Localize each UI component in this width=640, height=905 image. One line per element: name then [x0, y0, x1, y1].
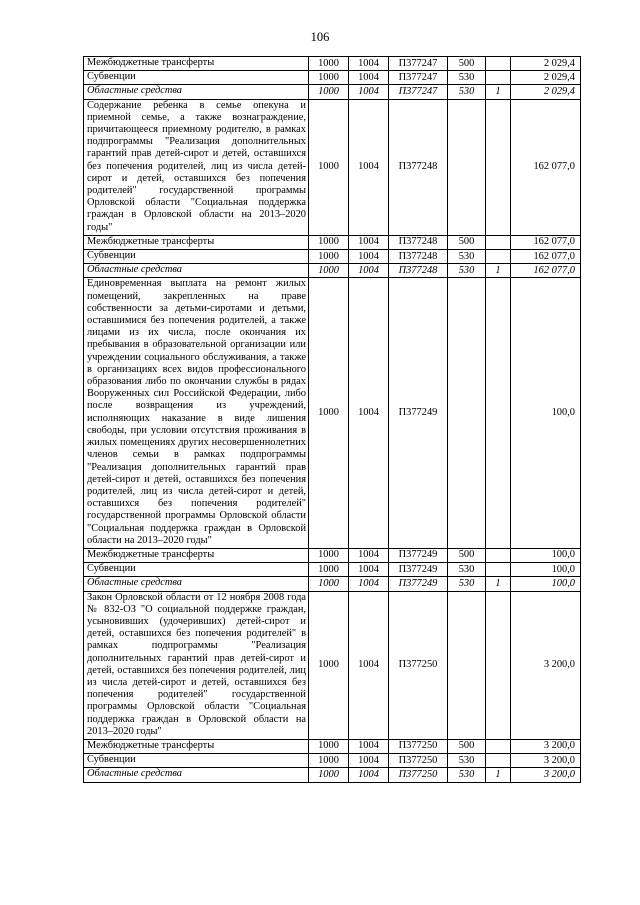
table-row [84, 754, 581, 768]
table-cell: 530 [448, 71, 486, 85]
table-cell: Содержание ребенка в семье опекуна и приемной семье, а также вознаграждение, причитающееся приемному родителю, в рамках подпрограммы "Реализация дополнительных гарантий прав детей-сирот и детей, оставшихся без попечения родителей, лиц из числа детей-сирот и детей, оставшихся без попечения родителей" государственной программы Орловской области "Социальная поддержка граждан в Орловской области на 2013–2020 годы" [84, 99, 309, 235]
table-cell: 530 [448, 754, 486, 768]
table-cell: Межбюджетные трансферты [84, 57, 309, 71]
table-cell [486, 754, 511, 768]
table-cell [486, 739, 511, 753]
table-cell: 1000 [309, 250, 349, 264]
table-cell: П377250 [389, 768, 448, 782]
table-cell: Единовременная выплата на ремонт жилых помещений, закрепленных на праве собственности за детьми-сиротами и детьми, оставшимися без попечения родителей, а также лицами из их числа, после окончания их пребывания в образовательной организации или учреждении социального обслуживания, а также в организациях всех видов профессионального образования либо по окончании службы в рядах Вооруженных сил Российской Федерации, либо после возвращения из учреждений, исполняющих наказание в виде лишения свободы, при условии отсутствия проживания в жилых помещениях других несовершеннолетних членов семьи в рамках подпрограммы "Реализация дополнительных гарантий прав детей-сирот и детей, оставшихся без попечения родителей, лиц из числа детей-сирот и детей, оставшихся без попечения родителей" государственной программы Орловской области "Социальная поддержка граждан в Орловской области на 2013–2020 годы" [84, 278, 309, 548]
table-cell: 1 [486, 577, 511, 591]
table-cell: 1004 [349, 739, 389, 753]
table-cell: 530 [448, 250, 486, 264]
table-cell: 500 [448, 235, 486, 249]
table-cell [486, 563, 511, 577]
table-cell: 2 029,4 [511, 85, 581, 99]
table-cell: 1000 [309, 591, 349, 739]
table-row [84, 99, 581, 235]
table-cell: 500 [448, 57, 486, 71]
table-cell: 1004 [349, 577, 389, 591]
table-cell: 1004 [349, 235, 389, 249]
table-cell: 1004 [349, 754, 389, 768]
table-cell: 1000 [309, 264, 349, 278]
table-cell: 1004 [349, 548, 389, 562]
table-cell: 2 029,4 [511, 57, 581, 71]
table-cell: 530 [448, 264, 486, 278]
table-row-regional-funds [84, 768, 581, 782]
table-cell: 1000 [309, 71, 349, 85]
table-cell: П377249 [389, 577, 448, 591]
table-cell: 1004 [349, 278, 389, 548]
table-cell: 1000 [309, 739, 349, 753]
table-row [84, 591, 581, 739]
table-cell: Субвенции [84, 754, 309, 768]
table-cell: П377249 [389, 548, 448, 562]
table-cell: П377248 [389, 264, 448, 278]
table-cell: 1 [486, 85, 511, 99]
table-row [84, 71, 581, 85]
table-cell: 530 [448, 577, 486, 591]
table-cell: 1000 [309, 278, 349, 548]
budget-table [83, 56, 581, 783]
table-cell: 1004 [349, 768, 389, 782]
table-cell: 1000 [309, 99, 349, 235]
table-cell: 1000 [309, 548, 349, 562]
table-cell [486, 71, 511, 85]
table-cell: 1004 [349, 85, 389, 99]
table-cell: 100,0 [511, 548, 581, 562]
table-row [84, 563, 581, 577]
table-row [84, 548, 581, 562]
table-cell [486, 57, 511, 71]
table-cell: 1000 [309, 577, 349, 591]
table-row [84, 739, 581, 753]
table-row [84, 250, 581, 264]
table-cell: Субвенции [84, 71, 309, 85]
table-cell: Областные средства [84, 85, 309, 99]
table-cell: П377250 [389, 754, 448, 768]
table-cell: 1004 [349, 264, 389, 278]
table-cell [486, 591, 511, 739]
table-cell [486, 235, 511, 249]
table-cell: Субвенции [84, 250, 309, 264]
table-cell: 162 077,0 [511, 250, 581, 264]
table-cell: 1000 [309, 235, 349, 249]
table-cell: П377249 [389, 278, 448, 548]
table-cell: 1000 [309, 563, 349, 577]
table-cell: 1000 [309, 57, 349, 71]
table-cell: 162 077,0 [511, 264, 581, 278]
table-cell [486, 250, 511, 264]
table-cell [486, 548, 511, 562]
table-cell: П377248 [389, 99, 448, 235]
table-row [84, 57, 581, 71]
table-cell: 100,0 [511, 577, 581, 591]
table-cell: П377247 [389, 57, 448, 71]
table-cell: 3 200,0 [511, 768, 581, 782]
table-cell: 1 [486, 768, 511, 782]
table-row [84, 278, 581, 548]
table-cell: 1004 [349, 99, 389, 235]
table-cell: 1004 [349, 71, 389, 85]
table-cell: Межбюджетные трансферты [84, 235, 309, 249]
table-cell: 1004 [349, 57, 389, 71]
budget-table-body [84, 57, 581, 783]
table-cell [448, 99, 486, 235]
table-cell: П377250 [389, 591, 448, 739]
table-cell: Областные средства [84, 577, 309, 591]
table-cell: П377248 [389, 250, 448, 264]
table-row-regional-funds [84, 264, 581, 278]
table-cell: Субвенции [84, 563, 309, 577]
table-row [84, 235, 581, 249]
table-cell: П377248 [389, 235, 448, 249]
table-cell: 2 029,4 [511, 71, 581, 85]
table-cell [486, 99, 511, 235]
table-cell [448, 278, 486, 548]
table-cell: 1004 [349, 250, 389, 264]
table-cell: 1004 [349, 563, 389, 577]
table-cell: 500 [448, 739, 486, 753]
table-cell: Межбюджетные трансферты [84, 548, 309, 562]
table-cell: Областные средства [84, 264, 309, 278]
table-cell: 530 [448, 85, 486, 99]
table-cell: 3 200,0 [511, 591, 581, 739]
table-cell: Межбюджетные трансферты [84, 739, 309, 753]
page-number: 106 [310, 30, 330, 44]
table-cell: 162 077,0 [511, 99, 581, 235]
table-cell [486, 278, 511, 548]
table-cell: 1004 [349, 591, 389, 739]
table-cell: 1000 [309, 768, 349, 782]
table-cell: П377250 [389, 739, 448, 753]
table-cell: Закон Орловской области от 12 ноября 2008 года № 832-ОЗ "О социальной поддержке граждан, усыновивших (удочеривших) детей-сирот и детей, оставшихся без попечения родителей" в рамках подпрограммы "Реализация дополнительных гарантий прав детей-сирот и детей, оставшихся без попечения родителей, лиц из числа детей-сирот и детей, оставшихся без попечения родителей" государственной программы Орловской области "Социальная поддержка граждан в Орловской области на 2013–2020 годы" [84, 591, 309, 739]
table-cell: 3 200,0 [511, 754, 581, 768]
table-cell: 500 [448, 548, 486, 562]
table-cell: Областные средства [84, 768, 309, 782]
table-row-regional-funds [84, 85, 581, 99]
table-cell: 1000 [309, 85, 349, 99]
table-cell: П377247 [389, 71, 448, 85]
table-cell: 100,0 [511, 563, 581, 577]
table-cell: 1 [486, 264, 511, 278]
table-cell: П377249 [389, 563, 448, 577]
table-cell: 162 077,0 [511, 235, 581, 249]
table-cell: 100,0 [511, 278, 581, 548]
table-cell [448, 591, 486, 739]
table-cell: 530 [448, 768, 486, 782]
table-cell: П377247 [389, 85, 448, 99]
table-cell: 3 200,0 [511, 739, 581, 753]
table-row-regional-funds [84, 577, 581, 591]
table-cell: 1000 [309, 754, 349, 768]
table-cell: 530 [448, 563, 486, 577]
